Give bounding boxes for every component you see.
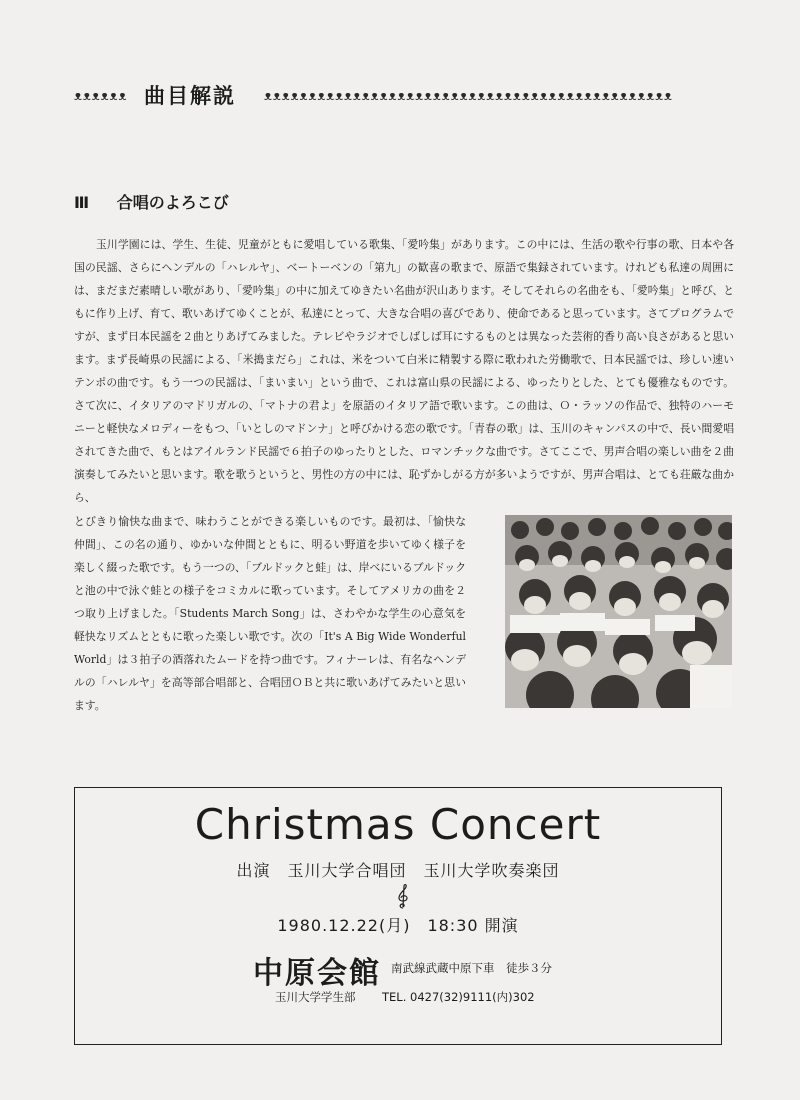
concert-venue: 中原会館 <box>253 956 381 991</box>
concert-announcement <box>74 787 722 1045</box>
section-heading <box>74 190 229 213</box>
concert-title: Christmas Concert <box>194 800 602 849</box>
organizer: 玉川大学学生部 <box>275 990 356 1004</box>
page-title: 曲目解説 <box>144 84 236 108</box>
page-header <box>74 78 730 114</box>
section-title: 合唱のよろこび <box>116 193 229 212</box>
venue-access: 南武線武蔵中原下車 徒歩３分 <box>391 961 552 975</box>
choir-children-photo <box>505 515 732 708</box>
contact-phone: TEL. 0427(32)9111(内)302 <box>382 990 535 1004</box>
ornament-right: ᴥᴥᴥᴥᴥᴥᴥᴥᴥᴥᴥᴥᴥᴥᴥᴥᴥᴥᴥᴥᴥᴥᴥᴥᴥᴥᴥᴥᴥᴥᴥᴥᴥᴥᴥᴥᴥᴥᴥᴥᴥᴥᴥᴥᴥᴥ <box>264 89 673 104</box>
ornament-left: ᴥᴥᴥᴥᴥᴥ <box>74 89 128 104</box>
treble-clef-icon <box>395 883 411 909</box>
concert-date: 1980.12.22(月) 18:30 開演 <box>277 916 519 935</box>
section-number: Ⅲ <box>74 193 90 212</box>
photo-illustration <box>505 515 732 708</box>
article-paragraph-wrap: とびきり愉快な曲まで、味わうことができる楽しいものです。最初は、「愉快な仲間」、この名の通り、ゆかいな仲間とともに、明るい野道を歩いてゆく様子を楽しく綴った歌です。もう一つの、「ブルドックと蛙」は、岸べにいるブルドックと池の中で泳ぐ蛙との様子をコミカルに歌っています。そしてアメリカの曲を２つ取り上げました。「Students March Song」は、さわやかな学生の心意気を軽快なリズムとともに歌った楽しい歌です。次の「It's A Big Wide Wonderful World」は３拍子の酒落れたムードを持つ曲です。フィナーレは、有名なヘンデルの「ハレルヤ」を高等部合唱部と、合唱団ＯＢと共に歌いあげてみたいと思います。 <box>74 515 466 712</box>
article-paragraph-top: 玉川学園には、学生、生徒、児童がともに愛唱している歌集、「愛吟集」があります。この中には、生活の歌や行事の歌、日本や各国の民謡、さらにヘンデルの「ハレルヤ」、ベートーベンの「第九」の歓喜の歌まで、原語で集録されています。けれども私達の周囲には、まだまだ素晴しい歌があり、「愛吟集」の中に加えてゆきたい名曲が沢山あります。そしてそれらの名曲をも、「愛吟集」と呼び、ともに作り上げ、育て、歌いあげてゆくことが、私達にとって、大きな合唱の喜びであり、使命であると思っています。さてプログラムですが、まず日本民謡を２曲とりあげてみました。テレビやラジオでしばしば耳にするものとは異なった芸術的香り高い良さがあると思います。まず長崎県の民謡による、「米搗まだら」これは、米をついて白米に精製する際に歌われた労働歌で、日本民謡では、珍しい速いテンポの曲です。もう一つの民謡は、「まいまい」という曲で、これは富山県の民謡による、ゆったりとした、とても優雅なものです。さて次に、イタリアのマドリガルの、「マトナの君よ」を原語のイタリア語で歌います。この曲は、Ｏ・ラッソの作品で、独特のハーモニーと軽快なメロディーをもつ、「いとしのマドンナ」と呼びかける恋の歌です。「青春の歌」は、玉川のキャンパスの中で、長い間愛唱されてきた曲で、もとはアイルランド民謡で６拍子のゆったりとした、ロマンチックな曲です。さてここで、男声合唱の楽しい曲を２曲演奏してみたいと思います。歌を歌うというと、男性の方の中には、恥ずかしがる方が多いようですが、男声合唱は、とても荘厳な曲から、 <box>74 238 734 504</box>
concert-performers: 出演 玉川大学合唱団 玉川大学吹奏楽団 <box>236 861 560 880</box>
